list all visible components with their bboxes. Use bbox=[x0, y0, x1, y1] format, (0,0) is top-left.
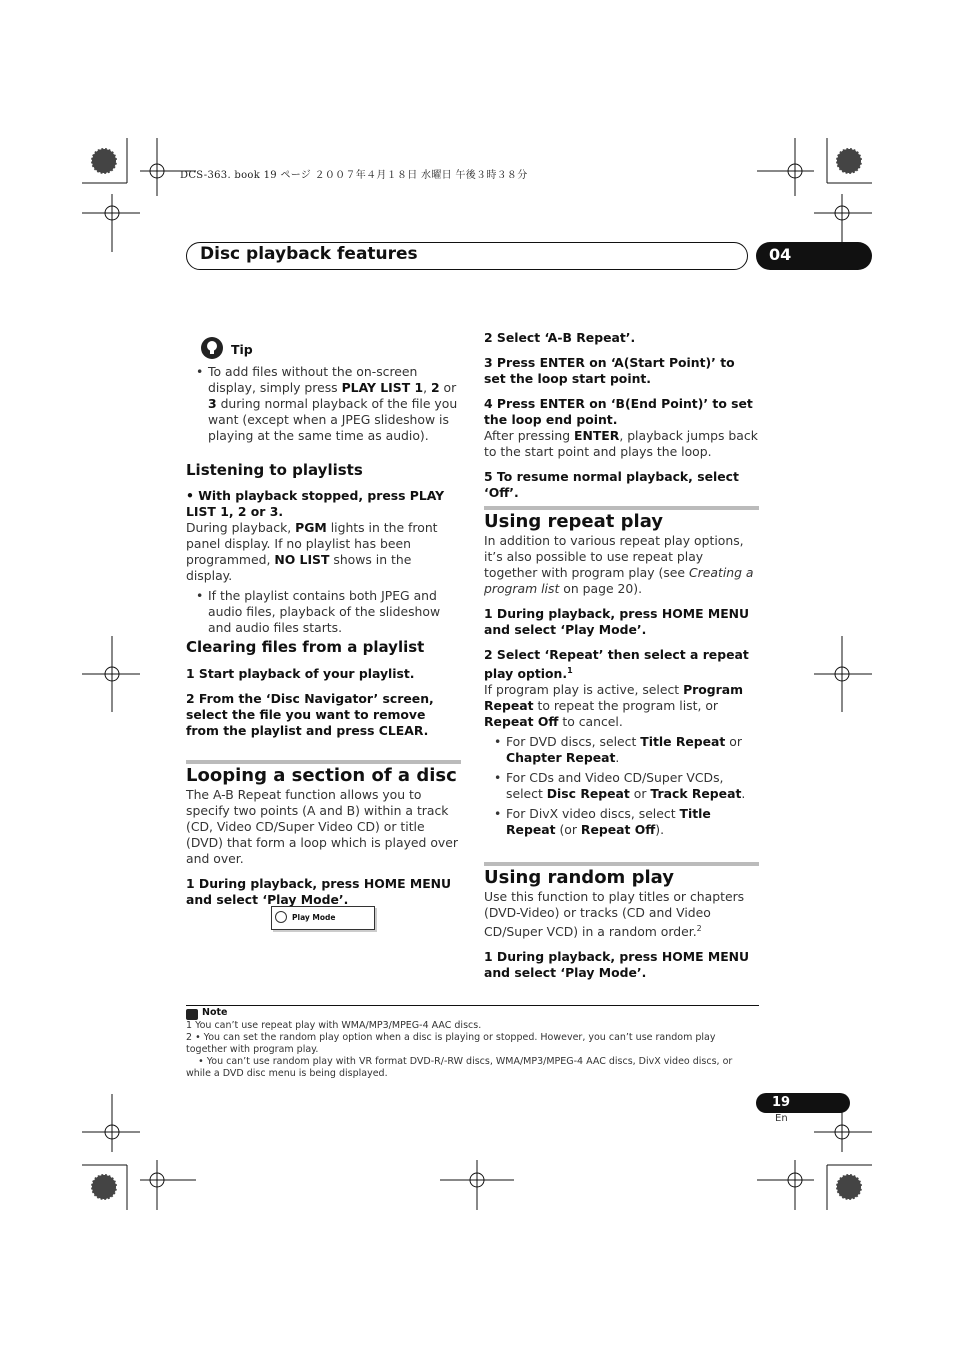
page-number-badge bbox=[756, 1093, 850, 1113]
tip-bullet: • To add files without the on-screen display, simply press PLAY LIST 1, 2 or 3 during normal playback of the file you want (except when a JPEG slideshow is playing at the same time as audio). bbox=[186, 364, 461, 444]
repeat-heading: Using repeat play bbox=[484, 511, 664, 532]
section-rule bbox=[484, 506, 759, 510]
note-text: 1 You can’t use repeat play with WMA/MP3/MPEG-4 AAC discs. 2 • You can set the random play option when a disc is playing or stopped. However, you can’t use random play together with program play. • You can’t use random play with VR format DVD-R/-RW discs, WMA/MP3/MPEG-4 AAC discs, DivX video discs, or while a DVD disc menu is being displayed. bbox=[186, 1020, 736, 1079]
note-icon bbox=[186, 1009, 198, 1020]
clearing-heading: Clearing files from a playlist bbox=[186, 638, 425, 656]
tip-icon bbox=[200, 336, 224, 360]
listening-heading: Listening to playlists bbox=[186, 461, 363, 479]
looping-heading: Looping a section of a disc bbox=[186, 765, 457, 786]
section-rule bbox=[186, 760, 461, 764]
disc-icon bbox=[275, 911, 287, 923]
note-label: Note bbox=[202, 1007, 228, 1018]
print-info: DCS-363. book 19 ページ ２００７年４月１８日 水曜日 午後３時３８分 bbox=[180, 170, 528, 181]
tip-label: Tip bbox=[231, 342, 253, 357]
note-rule bbox=[186, 1005, 759, 1006]
ab-repeat-steps: 2 Select ‘A-B Repeat’. 3 Press ENTER on ‘A(Start Point)’ to set the loop start point. 4 Press ENTER on ‘B(End Point)’ to set the loop end point. After pressing ENTER, playback jumps back to the start point and plays the loop. 5 To resume normal playback, select ‘Off’. bbox=[484, 330, 758, 500]
repeat-section: In addition to various repeat play options, it’s also possible to use repeat play together with program play (see Creating a program list on page 20). 1 During playback, press HOME MENU and select ‘Play Mode’. 2 Select ‘Repeat’ then select a repeat play option.$^1$ If program play is active, select Program Repeat to repeat the program list, or Repeat Off to cancel. • For DVD discs, select Title Repeat or Chapter Repeat. • For CDs and Video CD/Super VCDs, select Disc Repeat or Track Repeat. • For DivX video discs, select Title Repeat (or Repeat Off). bbox=[484, 533, 759, 838]
language-label: En bbox=[775, 1113, 788, 1124]
page-number: 19 bbox=[772, 1095, 791, 1110]
random-section: Use this function to play titles or chapters (DVD-Video) or tracks (CD and Video CD/Super VCD) in a random order.$^2$ 1 During playback, press HOME MENU and select ‘Play Mode’. bbox=[484, 889, 750, 981]
section-rule bbox=[484, 862, 759, 866]
chapter-badge: 04 bbox=[756, 242, 872, 270]
screen-label: Play Mode bbox=[292, 913, 336, 922]
listening-section: • With playback stopped, press PLAY LIST 1, 2 or 3. During playback, PGM lights in the front panel display. If no playlist has been programmed, NO LIST shows in the display. • If the playlist contains both JPEG and audio files, playback of the slideshow and audio files starts. bbox=[186, 488, 461, 636]
page-title: Disc playback features bbox=[200, 244, 418, 264]
play-mode-screen bbox=[271, 906, 375, 930]
looping-section: The A-B Repeat function allows you to specify two points (A and B) within a track (CD, Video CD/Super Video CD) or title (DVD) that form a loop which is played over and over. 1 During playback, press HOME MENU and select ‘Play Mode’. bbox=[186, 787, 458, 907]
clearing-section: 1 Start playback of your playlist. 2 From the ‘Disc Navigator’ screen, select the file you want to remove from the playlist and press CLEAR. bbox=[186, 666, 434, 738]
random-heading: Using random play bbox=[484, 867, 674, 888]
